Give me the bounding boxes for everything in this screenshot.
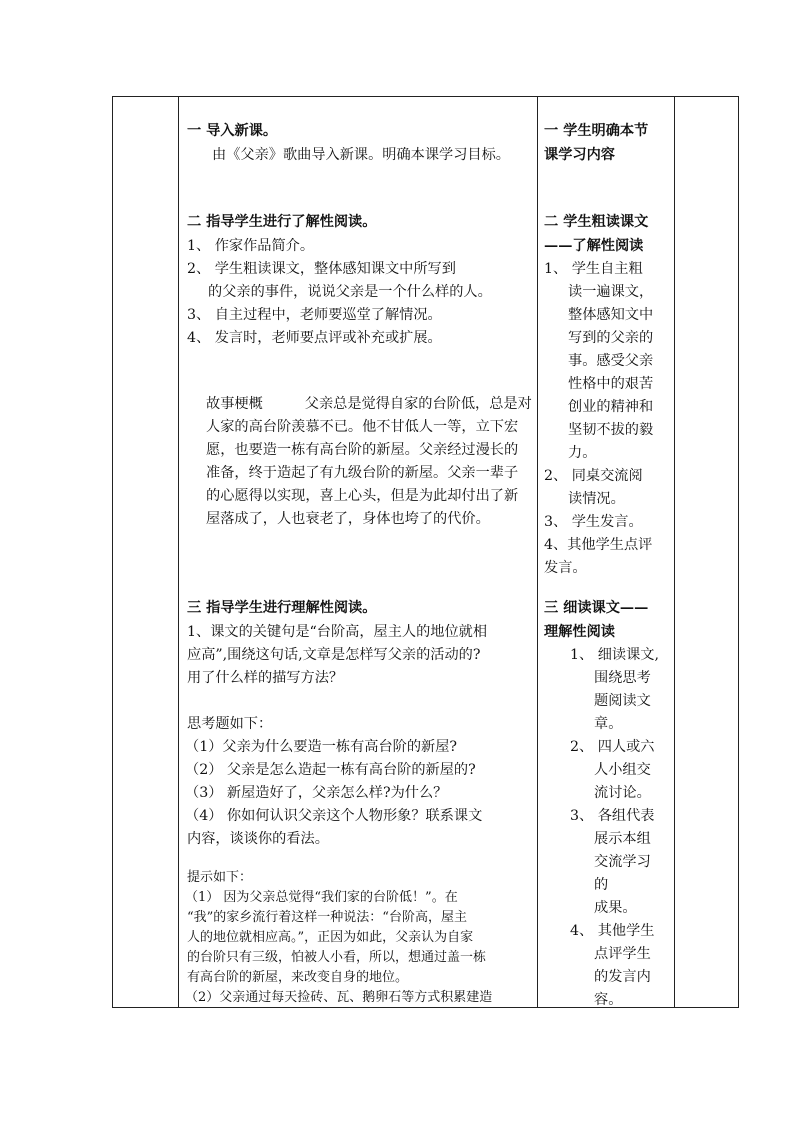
hint-line: （1） 因为父亲总觉得“我们家的台阶低！”。在 (185, 890, 458, 905)
student-s3-item: 1、 细读课文, (570, 647, 659, 663)
student-s3-item: 围绕思考 (594, 670, 651, 686)
hint-line: 的台阶只有三级，怕被人小看，所以，想通过盖一栋 (187, 950, 487, 965)
student-s2-item: 读一遍课文， (568, 284, 654, 300)
lesson-plan-table (112, 96, 739, 1008)
student-s3-item: 章。 (594, 716, 623, 732)
think-item: （3） 新屋造好了，父亲怎么样?为什么？ (185, 785, 448, 801)
section-3-question: 1、课文的关键句是“台阶高，屋主人的地位就相 (187, 624, 488, 640)
student-s3-item: 流讨论。 (594, 785, 651, 801)
story-summary-label: 故事梗概 (206, 396, 263, 412)
hint-line: 人的地位就相应高。”，正因为如此，父亲认为自家 (187, 930, 474, 945)
section-1-title: 一 导入新课。 (187, 123, 278, 139)
student-section-3: 三 细读课文—— (544, 600, 649, 616)
section-2-item: 3、 自主过程中，老师要巡堂了解情况。 (187, 307, 442, 323)
hint-line: （2）父亲通过每天捡砖、瓦、鹅卵石等方式积累建造 (185, 990, 493, 1005)
section-3-question: 用了什么样的描写方法？ (187, 670, 344, 686)
section-2-item: 2、 学生粗读课文，整体感知课文中所写到 (187, 261, 456, 277)
student-section-2: ——了解性阅读 (544, 238, 644, 254)
section-3-title: 三 指导学生进行理解性阅读。 (187, 600, 377, 616)
student-s2-item: 事。感受父亲 (568, 353, 654, 369)
student-s2-item: 发言。 (544, 560, 587, 576)
hint-title: 提示如下： (187, 870, 253, 885)
student-s3-item: 2、 四人或六 (570, 739, 655, 755)
student-s3-item: 的发言内 (594, 969, 651, 985)
student-s2-item: 2、 同桌交流阅 (544, 468, 643, 484)
student-s2-item: 创业的精神和 (568, 399, 654, 415)
student-s2-item: 整体感知文中 (568, 307, 654, 323)
student-s3-item: 展示本组 (594, 831, 651, 847)
student-s2-item: 坚韧不拔的毅 (568, 422, 654, 438)
student-s2-item: 性格中的艰苦 (568, 376, 654, 392)
student-s3-item: 成果。 (594, 900, 637, 916)
section-1-text: 由《父亲》歌曲导入新课。明确本课学习目标。 (212, 147, 510, 163)
student-s3-item: 题阅读文 (594, 693, 651, 709)
hint-line: 有高台阶的新屋，来改变自身的地位。 (187, 970, 409, 985)
student-section-3: 理解性阅读 (544, 624, 615, 640)
student-s2-item: 读情况。 (568, 491, 625, 507)
section-2-title: 二 指导学生进行了解性阅读。 (187, 214, 377, 230)
section-2-item: 4、 发言时，老师要点评或补充或扩展。 (187, 330, 442, 346)
hint-line: “我”的家乡流行着这样一种说法：“台阶高，屋主 (187, 910, 467, 925)
section-3-question: 应高”,围绕这句话,文章是怎样写父亲的活动的? (187, 647, 481, 663)
think-item: （4） 你如何认识父亲这个人物形象？联系课文 (185, 808, 483, 824)
student-activity-cell (538, 97, 675, 1008)
think-title: 思考题如下： (187, 716, 273, 732)
student-s3-item: 4、 其他学生 (570, 923, 655, 939)
student-s3-item: 3、 各组代表 (570, 808, 655, 824)
student-s3-item: 的 (594, 877, 609, 893)
right-margin-cell (675, 97, 739, 1008)
student-s3-item: 点评学生 (594, 946, 651, 962)
section-2-item: 1、 作家作品简介。 (187, 238, 315, 254)
story-summary (206, 393, 532, 531)
student-s2-item: 写到的父亲的 (568, 330, 654, 346)
student-s2-item: 4、其他学生点评 (544, 537, 653, 553)
student-s2-item: 力。 (568, 445, 597, 461)
teacher-activity-cell (179, 97, 538, 1008)
student-section-2: 二 学生粗读课文 (544, 214, 649, 230)
student-s3-item: 人小组交 (594, 762, 651, 778)
story-summary-text: 父亲总是觉得自家的台阶低，总是对人家的高台阶羡慕不已。他不甘低人一等，立下宏愿，也要造一栋有高台阶的新屋。父亲经过漫长的准备，终于造起了有九级台阶的新屋。父亲一辈子的心愿得以实现，喜上心头，但是为此却付出了新屋落成了，人也衰老了，身体也垮了的代价。 (206, 396, 532, 527)
left-margin-cell (113, 97, 179, 1008)
section-2-item: 的父亲的事件，说说父亲是一个什么样的人。 (208, 284, 492, 300)
student-s3-item: 容。 (594, 992, 623, 1008)
student-section-1: 课学习内容 (544, 147, 615, 163)
student-s3-item: 交流学习 (594, 854, 651, 870)
think-item: （2） 父亲是怎么造起一栋有高台阶的新屋的? (185, 762, 476, 778)
think-item: （1）父亲为什么要造一栋有高台阶的新屋? (185, 739, 458, 755)
think-item: 内容，谈谈你的看法。 (187, 831, 329, 847)
student-s2-item: 3、 学生发言。 (544, 514, 643, 530)
student-section-1: 一 学生明确本节 (544, 123, 649, 139)
student-s2-item: 1、 学生自主粗 (544, 261, 643, 277)
